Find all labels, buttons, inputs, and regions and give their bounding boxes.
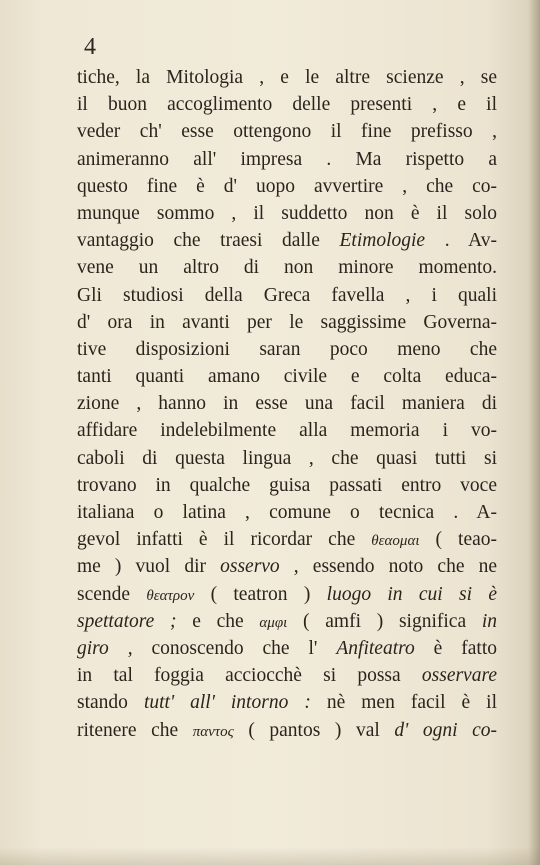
text-segment: zione , hanno in esse una facil maniera di bbox=[77, 393, 497, 415]
italic-text: osservare bbox=[421, 665, 497, 687]
text-segment: tanti quanti amano civile e colta educa- bbox=[77, 366, 497, 388]
italic-text: spettatore ; bbox=[77, 610, 177, 632]
text-line bbox=[77, 282, 497, 309]
text-segment: tiche, la Mitologia , e le altre scienze , se bbox=[77, 67, 497, 88]
text-segment: affidare indelebilmente alla memoria i vo- bbox=[77, 420, 497, 442]
text-segment: vene un altro di non minore momento. bbox=[77, 257, 497, 279]
text-segment: in tal foggia acciocchè si possa bbox=[77, 665, 422, 687]
text-segment: italiana o latina , comune o tecnica . A- bbox=[77, 502, 497, 523]
text-segment: stando bbox=[77, 692, 144, 714]
text-line bbox=[77, 173, 497, 200]
text-line bbox=[77, 417, 497, 444]
text-segment: tive disposizioni saran poco meno che bbox=[77, 338, 497, 360]
page-number: 4 bbox=[84, 34, 96, 60]
text-segment: , essendo noto che ne bbox=[279, 556, 497, 578]
italic-text: osservo bbox=[220, 556, 280, 578]
text-line bbox=[77, 581, 497, 608]
text-line bbox=[77, 635, 497, 662]
greek-word: παντος bbox=[192, 723, 234, 740]
text-line bbox=[77, 608, 497, 635]
text-segment: è fatto bbox=[414, 637, 497, 659]
italic-text: Etimologie bbox=[339, 230, 426, 252]
text-segment: . Av- bbox=[425, 230, 497, 252]
text-segment: questo fine è d' uopo avvertire , che co- bbox=[77, 175, 497, 197]
text-segment: ( pantos ) val bbox=[233, 719, 395, 741]
text-segment: ( amfi ) significa bbox=[287, 610, 482, 632]
text-segment: d' ora in avanti per le saggissime Governa- bbox=[77, 311, 497, 333]
text-segment: il buon accoglimento delle presenti , e il bbox=[77, 94, 497, 116]
text-segment: Gli studiosi della Greca favella , i quali bbox=[77, 284, 497, 306]
page-bottom-shadow bbox=[0, 847, 540, 865]
text-line bbox=[77, 64, 497, 91]
text-segment: nè men facil è il bbox=[310, 692, 497, 714]
text-line bbox=[77, 254, 497, 281]
text-line bbox=[77, 553, 497, 580]
text-line bbox=[77, 146, 497, 173]
italic-text: tutt' all' intorno : bbox=[143, 692, 311, 714]
text-line bbox=[77, 227, 497, 254]
italic-text: in bbox=[481, 610, 497, 632]
text-line bbox=[77, 91, 497, 118]
body-text bbox=[77, 64, 497, 744]
text-segment: ( teatron ) bbox=[194, 583, 327, 605]
text-segment: ritenere che bbox=[77, 719, 193, 741]
text-segment: vantaggio che traesi dalle bbox=[77, 230, 340, 252]
text-segment: e che bbox=[176, 610, 260, 632]
text-line bbox=[77, 717, 497, 744]
text-line bbox=[77, 472, 497, 499]
text-segment: munque sommo , il suddetto non è il solo bbox=[77, 202, 497, 224]
text-line bbox=[77, 526, 497, 553]
text-segment: animeranno all' impresa . Ma rispetto a bbox=[77, 148, 497, 170]
italic-text: Anfiteatro bbox=[336, 637, 415, 659]
greek-word: αμφι bbox=[259, 614, 288, 631]
greek-word: θεατρον bbox=[146, 587, 195, 604]
italic-text: giro , bbox=[77, 637, 133, 659]
text-segment: scende bbox=[77, 583, 147, 605]
text-line bbox=[77, 363, 497, 390]
text-line bbox=[77, 118, 497, 145]
text-segment: me ) vuol dir bbox=[77, 556, 221, 578]
text-line bbox=[77, 390, 497, 417]
text-segment: veder ch' esse ottengono il fine prefisso , bbox=[77, 121, 497, 143]
text-line bbox=[77, 689, 497, 716]
text-line bbox=[77, 309, 497, 336]
text-line bbox=[77, 662, 497, 689]
text-segment: caboli di questa lingua , che quasi tutti si bbox=[77, 447, 497, 469]
text-line bbox=[77, 499, 497, 526]
text-segment: conoscendo che l' bbox=[132, 637, 337, 659]
text-segment: trovano in qualche guisa passati entro voce bbox=[77, 474, 497, 496]
greek-word: θεαομαι bbox=[371, 533, 420, 550]
text-segment: ( teao- bbox=[419, 529, 498, 551]
italic-text: luogo in cui si è bbox=[326, 583, 497, 605]
text-line bbox=[77, 200, 497, 227]
italic-text: d' ogni co- bbox=[394, 719, 497, 741]
text-segment: gevol infatti è il ricordar che bbox=[77, 529, 372, 551]
page-edge-shadow bbox=[528, 0, 540, 865]
text-line bbox=[77, 336, 497, 363]
text-line bbox=[77, 445, 497, 472]
